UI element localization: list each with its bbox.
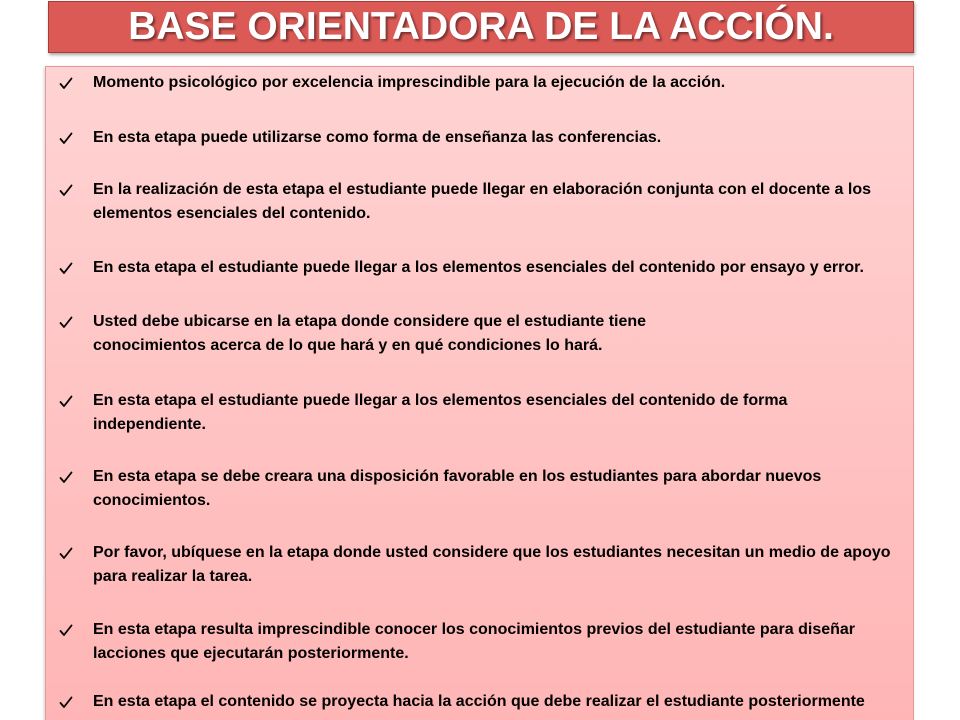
checkmark-icon (59, 471, 73, 484)
checkmark-icon (59, 395, 73, 408)
bullet-text-line: Momento psicológico por excelencia imprescindible para la ejecución de la acción. (93, 74, 726, 91)
bullet-text-line: elementos esenciales del contenido. (93, 205, 371, 222)
bullet-text-line: lacciones que ejecutarán posteriormente. (93, 645, 409, 662)
bullet-text-line: En esta etapa el estudiante puede llegar a los elementos esenciales del contenido de forma (93, 392, 788, 409)
bullet-text-line: Usted debe ubicarse en la etapa donde considere que el estudiante tiene (93, 313, 647, 330)
checkmark-icon (59, 696, 73, 709)
bullet-text-line: En esta etapa puede utilizarse como forma de enseñanza las conferencias. (93, 129, 662, 146)
bullet-text (93, 126, 661, 150)
checkmark-icon (59, 77, 73, 90)
bullet-text (93, 310, 646, 358)
checkmark-icon (59, 132, 73, 145)
bullet-text (93, 71, 725, 95)
bullet-item (46, 178, 913, 226)
checkmark-icon (59, 262, 73, 275)
checkmark-icon (59, 316, 73, 329)
bullet-text-line: En esta etapa el contenido se proyecta hacia la acción que debe realizar el estudiante posteriormente (93, 693, 865, 710)
bullet-text-line: independiente. (93, 416, 206, 433)
bullet-item (46, 126, 913, 174)
bullet-text-line: En la realización de esta etapa el estudiante puede llegar en elaboración conjunta con el docente a los (93, 181, 872, 198)
checkmark-icon (59, 184, 73, 197)
bullet-text-line: En esta etapa el estudiante puede llegar a los elementos esenciales del contenido por ensayo y error. (93, 259, 864, 276)
bullet-item (46, 389, 913, 437)
bullet-text-line: En esta etapa se debe creara una disposición favorable en los estudiantes para abordar nuevos (93, 468, 822, 485)
bullet-text-line: para realizar la tarea. (93, 568, 253, 585)
bullet-text (93, 465, 821, 513)
bullet-text (93, 690, 865, 714)
bullet-text (93, 618, 855, 666)
content-panel (45, 66, 914, 720)
bullet-text (93, 389, 787, 437)
bullet-item (46, 541, 913, 589)
bullet-item (46, 465, 913, 513)
bullet-text-line: En esta etapa resulta imprescindible conocer los conocimientos previos del estudiante para diseñar (93, 621, 856, 638)
bullet-text (93, 178, 871, 226)
checkmark-icon (59, 624, 73, 637)
bullet-item (46, 310, 913, 358)
checkmark-icon (59, 547, 73, 560)
bullet-item (46, 690, 913, 720)
bullet-item (46, 618, 913, 666)
bullet-text-line: conocimientos. (93, 492, 211, 509)
slide-title: BASE ORIENTADORA DE LA ACCIÓN. (128, 5, 834, 48)
title-banner (48, 1, 914, 53)
bullet-item (46, 71, 913, 119)
bullet-text (93, 541, 891, 589)
bullet-text (93, 256, 864, 280)
bullet-text-line: Por favor, ubíquese en la etapa donde usted considere que los estudiantes necesitan un medio de apoyo (93, 544, 891, 561)
bullet-text-line: conocimientos acerca de lo que hará y en qué condiciones lo hará. (93, 337, 603, 354)
bullet-item (46, 256, 913, 304)
